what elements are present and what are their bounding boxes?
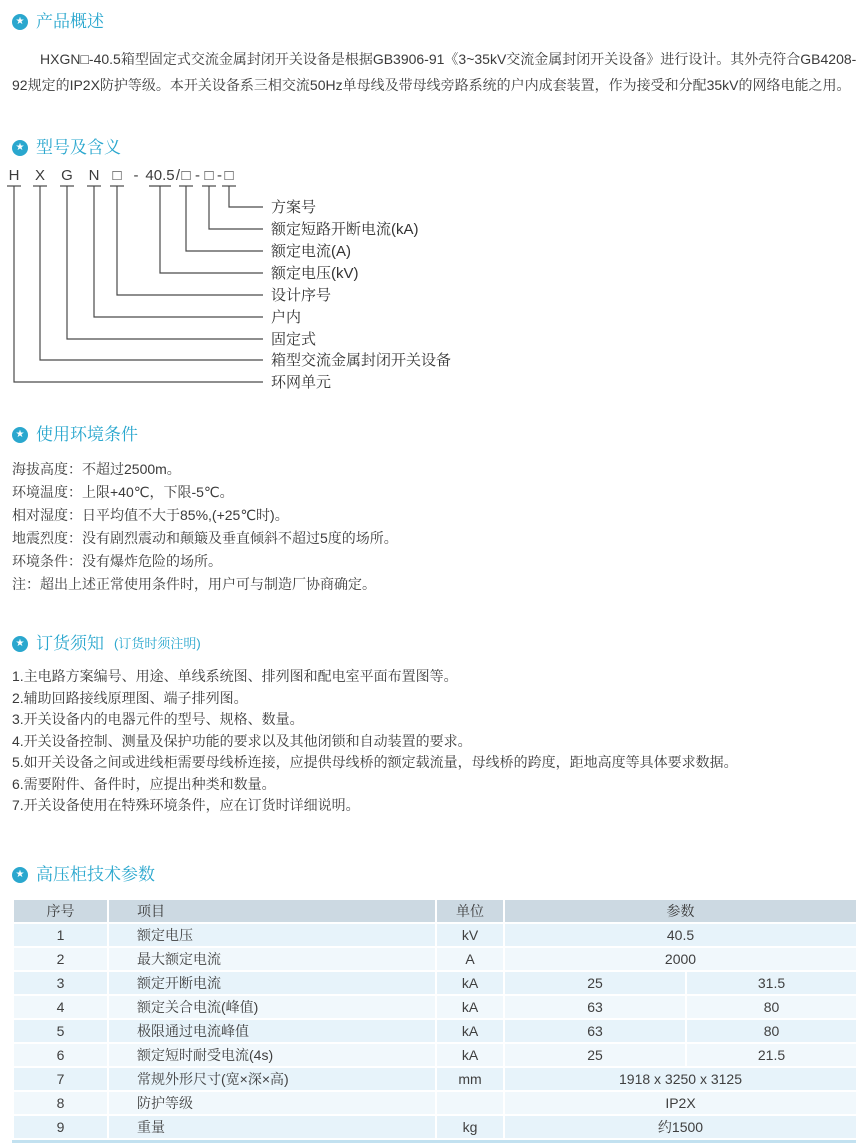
diagram-connector-line	[67, 186, 263, 339]
diagram-connector-line	[229, 186, 263, 207]
cell-item-name: 额定关合电流(峰值)	[108, 995, 436, 1019]
cell-row-number: 3	[13, 971, 108, 995]
table-header-cell: 参数	[504, 899, 857, 923]
table-row	[13, 1115, 857, 1139]
model-label: 箱型交流金属封闭开关设备	[271, 352, 452, 369]
model-label: 固定式	[271, 331, 317, 348]
table-row	[13, 995, 857, 1019]
cell-value: 80	[686, 1019, 857, 1043]
cell-value: 63	[504, 1019, 686, 1043]
table-row	[13, 1067, 857, 1091]
section-parameters	[12, 865, 856, 1143]
cell-value: IP2X	[504, 1091, 857, 1115]
section-title-environment: 使用环境条件	[36, 425, 138, 444]
model-label: 额定电压(kV)	[271, 265, 359, 282]
ordering-item: 1.主电路方案编号、用途、单线系统图、排列图和配电室平面布置图等。	[12, 668, 458, 684]
ordering-item: 4.开关设备控制、测量及保护功能的要求以及其他闭锁和自动装置的要求。	[12, 732, 472, 749]
star-icon: ★	[12, 636, 28, 652]
table-header-cell: 项目	[108, 899, 436, 923]
star-icon: ★	[12, 427, 28, 443]
model-code-char: -	[195, 167, 200, 184]
model-code-char: G	[61, 167, 73, 184]
cell-row-number: 8	[13, 1091, 108, 1115]
cell-value: 80	[686, 995, 857, 1019]
model-code-char: -	[133, 167, 139, 184]
section-title-ordering: 订货须知	[36, 634, 104, 653]
cell-value: 1918 x 3250 x 3125	[504, 1067, 857, 1091]
model-code-char: 40.5	[145, 167, 175, 184]
section-heading-overview	[12, 12, 856, 32]
model-code-char: □	[112, 167, 122, 184]
ordering-item: 2.辅助回路接线原理图、端子排列图。	[12, 689, 248, 706]
parameters-table-head	[13, 899, 857, 923]
cell-value: 21.5	[686, 1043, 857, 1067]
cell-unit: kA	[436, 1019, 504, 1043]
table-row	[13, 971, 857, 995]
section-title-model: 型号及含义	[36, 138, 121, 157]
environment-line: 相对湿度：日平均值不大于85%,(+25℃时)。	[12, 507, 289, 523]
section-title-note: (订货时须注明)	[114, 636, 201, 651]
cell-unit: kV	[436, 923, 504, 947]
table-row	[13, 923, 857, 947]
ordering-item: 6.需要附件、备件时，应提出种类和数量。	[12, 775, 276, 792]
table-header-cell: 序号	[13, 899, 108, 923]
cell-row-number: 9	[13, 1115, 108, 1139]
model-label: 方案号	[271, 199, 317, 216]
star-icon: ★	[12, 867, 28, 883]
ordering-list	[12, 666, 856, 817]
environment-list	[12, 458, 856, 596]
cell-unit: kA	[436, 995, 504, 1019]
cell-item-name: 重量	[108, 1115, 436, 1139]
cell-value: 63	[504, 995, 686, 1019]
environment-line: 海拔高度：不超过2500m。	[12, 461, 181, 477]
star-icon: ★	[12, 140, 28, 156]
cell-unit: mm	[436, 1067, 504, 1091]
model-code-char: □	[224, 167, 234, 184]
ordering-item: 3.开关设备内的电器元件的型号、规格、数量。	[12, 711, 304, 727]
cell-row-number: 2	[13, 947, 108, 971]
table-row	[13, 1019, 857, 1043]
ordering-item: 5.如开关设备之间或进线柜需要母线桥连接，应提供母线桥的额定载流量，母线桥的跨度，距地高度等具体要求数据。	[12, 754, 738, 770]
table-header-row	[13, 899, 857, 923]
cell-item-name: 常规外形尺寸(宽×深×高)	[108, 1067, 436, 1091]
section-ordering	[12, 634, 856, 817]
table-row	[13, 1043, 857, 1067]
diagram-connector-line	[14, 186, 263, 382]
environment-line: 环境温度：上限+40℃，下限-5℃。	[12, 484, 234, 500]
section-title-overview: 产品概述	[36, 12, 104, 31]
model-code-char: □	[204, 167, 214, 184]
cell-item-name: 额定开断电流	[108, 971, 436, 995]
cell-item-name: 防护等级	[108, 1091, 436, 1115]
cell-unit: kA	[436, 1043, 504, 1067]
parameters-table	[12, 898, 858, 1140]
cell-value: 约1500	[504, 1115, 857, 1139]
cell-item-name: 额定电压	[108, 923, 436, 947]
overview-paragraph: HXGN□-40.5箱型固定式交流金属封闭开关设备是根据GB3906-91《3~35kV交流金属封闭开关设备》进行设计。其外壳符合GB4208-92规定的IP2X防护等级。本开关设备系三相交流50Hz单母线及带母线旁路系统的户内成套装置，作为接受和分配35kV的网络电能之用。	[12, 51, 857, 93]
section-heading-parameters	[12, 865, 856, 885]
model-code-char: /	[175, 167, 181, 184]
cell-item-name: 最大额定电流	[108, 947, 436, 971]
section-model	[8, 138, 856, 397]
model-code-char: □	[181, 167, 191, 184]
model-code-diagram	[6, 164, 566, 397]
section-heading-ordering	[12, 634, 856, 654]
model-label: 户内	[271, 309, 302, 326]
model-code-char: H	[8, 167, 20, 184]
cell-row-number: 6	[13, 1043, 108, 1067]
diagram-connector-line	[186, 186, 263, 251]
cell-row-number: 7	[13, 1067, 108, 1091]
table-row	[13, 1091, 857, 1115]
environment-line: 注：超出上述正常使用条件时，用户可与制造厂协商确定。	[12, 576, 376, 592]
section-heading-model	[12, 138, 856, 158]
cell-value: 40.5	[504, 923, 857, 947]
model-label: 额定电流(A)	[271, 243, 351, 260]
cell-unit: A	[436, 947, 504, 971]
cell-unit: kA	[436, 971, 504, 995]
cell-item-name: 极限通过电流峰值	[108, 1019, 436, 1043]
cell-value: 25	[504, 971, 686, 995]
cell-unit: kg	[436, 1115, 504, 1139]
environment-line: 地震烈度：没有剧烈震动和颠簸及垂直倾斜不超过5度的场所。	[12, 530, 398, 546]
cell-value: 2000	[504, 947, 857, 971]
table-bottom-border	[12, 1140, 856, 1143]
table-header-cell: 单位	[436, 899, 504, 923]
section-title-parameters: 高压柜技术参数	[36, 864, 155, 884]
cell-row-number: 1	[13, 923, 108, 947]
section-environment	[12, 425, 856, 596]
model-label: 环网单元	[271, 374, 332, 391]
model-code-char: -	[217, 167, 222, 184]
model-code-char: X	[34, 167, 46, 184]
cell-row-number: 4	[13, 995, 108, 1019]
cell-row-number: 5	[13, 1019, 108, 1043]
cell-value: 31.5	[686, 971, 857, 995]
table-row	[13, 947, 857, 971]
star-icon: ★	[12, 14, 28, 30]
model-code-char: N	[88, 167, 100, 184]
model-label: 额定短路开断电流(kA)	[271, 221, 419, 238]
cell-item-name: 额定短时耐受电流(4s)	[108, 1043, 436, 1067]
section-heading-environment	[12, 425, 856, 445]
environment-line: 环境条件：没有爆炸危险的场所。	[12, 553, 222, 569]
cell-value: 25	[504, 1043, 686, 1067]
model-label: 设计序号	[271, 287, 332, 304]
ordering-item: 7.开关设备使用在特殊环境条件，应在订货时详细说明。	[12, 797, 360, 813]
cell-unit	[436, 1091, 504, 1115]
diagram-connector-line	[117, 186, 263, 295]
parameters-table-body	[13, 923, 857, 1139]
